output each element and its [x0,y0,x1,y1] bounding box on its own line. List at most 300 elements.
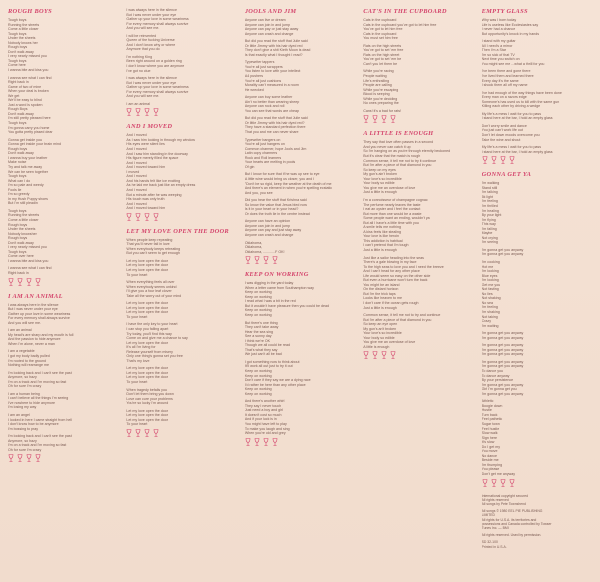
lyric-line: Let my love open the door [126,310,168,315]
lyric-line: I read what I was a bit in the red [244,299,296,304]
lyric-line: Try today, you'll find this way [126,331,172,336]
lyric-line: I don't care if the ocean gets rough [363,300,419,305]
lyric-line: I'm gonna get you anyway [481,247,524,252]
lyric-line: I'm on a track and I'm moving so fast [8,443,67,448]
lyric-line: This addiction is habitual [363,238,403,243]
lyric-line: Why was I born today [481,18,517,22]
lyric-line: I'm looking back and I can't see the past [8,434,72,439]
lyric-line: Nothing will rearrange me [8,363,49,368]
lyric-line: I've had enough of the way things have been done [481,90,562,95]
lyric-line: I'm talking [481,190,498,195]
lyric-line: You might be an island [363,282,400,287]
credit-line: Tunes Inc. — BMI [481,526,509,530]
wine-glass-icon [245,438,251,446]
lyric-line: I've been there and gone there [481,69,531,74]
lyric-line: I'm so greedy [8,192,30,197]
lyric-line: Anyone can crash and change [244,31,294,36]
song-title: AND I MOVED [126,123,173,131]
lyric-line: My life's a mess I wait for you to pass [481,111,542,116]
lyric-line: I'm looking [481,269,499,274]
lyric-line: I'm thrilled [481,203,498,208]
song-title: EMPTY GLASS [481,8,528,15]
lyric-line: I'm flying [481,217,496,222]
lyric-line: My gun's ain't broken [363,172,397,177]
lyric-line: I'm gonna get you anyway [481,252,524,257]
lyric-line: Only one thing's gonna set you free [126,354,183,359]
lyric-line: Rough boys [8,222,28,227]
lyric-line: I'm a connoisseur of champagne cognac [363,197,428,202]
credit-line: International copyright secured [481,493,528,498]
lyric-line: I'd rather be here than any other place [244,382,306,387]
lyric-line: I wanna bite and kiss you [8,258,49,263]
lyric-line: You might see me ...what a thrill for you [481,61,545,66]
lyric-line: To the high seas to love you and I need the breeze [363,264,444,269]
lyric-line: What can I do [8,178,31,183]
song-block [8,8,120,287]
lyric-line: He wrecked [244,87,264,92]
wine-glass-icon [26,454,32,462]
lyric-line: Let my love open the door [126,301,168,306]
wine-glass-ornament-row [482,479,594,488]
lyric-line: Anymore that you do [126,47,160,52]
lyric-column-1 [8,8,120,576]
lyric-line: I'm gonna get you anyway [481,364,524,369]
lyric-line: Typewriter bangers on [244,137,281,142]
lyric-line: Rats on the high streets [363,43,402,48]
lyric-line: But I'm still pleadin [8,201,38,206]
song-title: JOOLS AND JIM [244,8,297,15]
lyric-line: His eyes were silent lies [126,142,165,147]
lyric-line: Or does the truth lie in the centre instead [244,211,310,216]
lyric-line: But I was never under your eye [126,80,177,85]
lyric-line: I'm feeling [481,199,498,204]
credit-line: SD 32-100 [481,540,498,545]
lyric-line: But there's one thing [244,320,278,325]
lyric-line: I wanna see what I can find [8,75,52,80]
lyric-line: Your love's so incredible [363,176,402,181]
lyric-line: When I'm alone, never a man [8,341,55,346]
lyric-line: And I moved [126,187,147,192]
lyric-line: Anyone can join in and jump [244,22,290,27]
lyric-line: "Don't be so rigid, keep the weather at the death of me [244,181,332,186]
credit-line: All songs © 1980 EEL PIE PUBLISHING [481,509,543,514]
wine-glass-icon [144,108,150,116]
wine-glass-icon [390,351,396,359]
lyric-line: Not fasting [481,287,499,292]
lyric-line: Keep on working [244,294,272,299]
lyric-line: I'm rooted to the ground [8,358,47,363]
lyric-line: A4 pushers [244,74,263,79]
lyric-line: Looks like heaven to me [363,296,402,301]
lyric-line: We get [8,93,20,98]
lyric-line: Come here [8,63,26,68]
lyric-line: Queen of the fucking Universe [126,38,175,43]
lyric-line: I got my body badly pulled [8,354,50,358]
lyric-line: Do I get my [481,444,500,449]
lyric-line: Anyone can buy some leather [244,95,293,100]
lyric-line: Though we all could be read [244,343,290,348]
lyric-line: And if your luck is in [244,417,277,422]
lyric-line: Gather up your love in some weariness [126,17,189,22]
wine-glass-ornament-row [363,115,475,124]
lyric-line: You please [481,467,500,472]
lyric-line: I can't believe all the things I'm seeing [8,396,69,401]
lyric-line: I'm feeling [481,305,498,310]
lyric-line: Come a little closer [8,217,39,222]
lyric-line: To your heart [126,380,148,384]
lyric-line: A little is enough [363,344,390,349]
wine-glass-icon [372,351,378,359]
lyric-line: Gather up your love in some weariness [8,311,71,316]
lyric-line: You can see that words are cheap [244,108,300,113]
lyric-line: I stand here at the bar, I hold an empty glass [481,116,553,121]
lyric-line: I am a vegetable [8,349,35,354]
lyric-line: Let my love open the door [126,375,168,380]
lyric-line: Crazy [481,319,492,324]
lyric-line: You listen to love with your intellect [244,69,301,74]
lyric-line: So keep on my eyes [363,167,396,172]
lyric-line: In my Hush Puppy shoes [8,196,48,201]
lyric-line: 5k light [481,194,494,199]
lyric-line: Latin copy charmers [244,151,278,156]
lyric-line: Blue eyes [481,273,498,278]
lyric-line: They say that love often passes in a second [363,140,434,145]
lyric-line: I wanna buy your leather [8,155,48,160]
wine-glass-icon [254,256,260,264]
wine-glass-icon [272,256,278,264]
lyric-line: Gonna get inside you [8,137,42,142]
lyric-line: And I saw him standing in the doorway [126,151,188,156]
lyric-line: A smile tells me nothing [363,225,401,230]
lyric-line: When everybody seems unkind [126,284,177,289]
credit-line: possessions and Canada controlled by Towser [481,521,552,526]
lyric-line: Keep on working [244,308,272,313]
lyric-line: It's slow [481,440,495,445]
wine-glass-icon [491,479,497,487]
lyric-line: I'm seeing [481,240,498,245]
lyric-line: While you're racing [363,69,394,74]
lyric-line: Oklahoma, [244,240,263,245]
lyric-line: Let my love open the door [126,408,168,413]
lyric-line: You gotta pretty pissed dear [8,130,53,135]
wine-glass-icon [509,156,515,164]
lyric-line: Then I'm a Star [481,48,507,53]
lyric-line: Gonna get inside your brain mind [8,142,61,147]
lyric-line: Life would seem so easy on the other side [363,273,431,278]
lyric-line: For every memory shall always survive [126,21,189,26]
lyric-line: I very nearly missed you [8,245,47,250]
lyric-line: And I moved [126,201,147,206]
wine-glass-ornament-row [126,213,238,222]
wine-glass-icon [135,429,141,437]
wine-glass-icon [381,351,387,359]
wine-glass-ornament-row [245,438,357,447]
lyric-line: Of gin [244,164,255,169]
lyric-line: I'm gonna get you anyway [481,391,524,396]
lyric-line: You're all just scrappers [244,64,283,69]
lyric-line: Or little Jimmy with his hair dyed red [244,43,303,48]
lyric-line: I'm looking back and I can't see the past [8,370,72,375]
lyric-line: I'm on a track and I'm moving so fast [8,379,67,384]
lyric-line: Anyone can pay and just stay away [244,228,302,233]
lyric-line: I don't know how to be anymore [8,422,59,427]
song-title: CAT'S IN THE CUPBOARD [363,8,447,15]
wine-glass-icon [509,479,515,487]
lyric-line: To dance anyway [481,373,510,378]
lyric-line: Don't walk away [8,111,34,116]
lyric-line: Life is useless like Ecclesiastes say [481,22,539,27]
wine-glass-icon [144,429,150,437]
lyric-line: Hear the sea sing [244,329,273,334]
lyric-line: I never had a chance [481,27,516,32]
lyric-line: And there's another whirl [244,399,285,404]
lyric-line: Rough boys [8,146,28,151]
lyric-line: Don't get me anyway [481,472,516,477]
lyric-line: Rough boys [8,236,28,241]
lyric-line: It'll work all out just to try it out [244,364,293,369]
lyric-line: Just a little is enough [363,247,397,252]
lyric-line: I'm losing my way [8,405,37,410]
lyric-line: Just need a boy and girl [244,408,283,413]
lyric-line: I'm gonna get you anyway [481,335,524,340]
lyric-line: And you never can catch it up [363,144,411,149]
wine-glass-icon [491,156,497,164]
wine-glass-icon [126,429,132,437]
lyric-line: Don't walk away [8,49,34,54]
lyric-line: Let my love open the door [126,263,168,268]
lyric-line: I'm falling [481,226,497,231]
lyric-line: It doesn't cost so much [244,412,282,417]
lyric-line: Just a little is enough [363,305,397,310]
lyric-line: I was always here in the silence [8,302,59,307]
lyric-line: Let my love open the door [126,258,168,263]
lyric-line: I don't know where you are anymore [126,64,185,69]
lyric-line: But I was never under your eye [126,12,177,17]
wine-glass-icon [144,213,150,221]
wine-glass-icon [363,351,369,359]
lyric-line: There's a gale blowing in my face [363,260,417,265]
wine-glass-icon [500,479,506,487]
lyric-line: I'm gonna get you anyway [481,331,524,336]
lyric-line: Keep on working [244,373,272,378]
lyric-line: Feel pathetic [481,417,503,422]
wine-glass-ornament-row [126,429,238,438]
wine-glass-icon [17,278,23,286]
lyric-line: Cats in the cupboard [363,31,397,36]
lyric-line: When everything feels all over [126,280,175,285]
lyric-line: Boogie down [481,403,503,408]
lyric-line: Sugar town [481,422,500,427]
lyric-line: But I'm the trick taps [363,291,396,296]
credit-line: All rights reserved. Used by permission. [481,533,542,538]
lyric-line: Sign here [481,435,498,440]
wine-glass-icon [500,156,506,164]
lyric-line: And you will see me. [126,26,160,31]
song-block [245,8,357,265]
lyric-line: Running the streets [8,213,40,218]
song-block [8,293,120,464]
wine-glass-icon [263,256,269,264]
lyric-line: Anymore, so hazy [8,375,37,380]
lyric-line: So know the value that Jesus bled now [244,202,307,207]
wine-glass-icon [8,278,14,286]
lyric-line: Let my love open the door [126,417,168,422]
lyric-line: You move [481,449,498,454]
lyric-line: And you, you see [244,190,273,195]
lyric-line: But I'm after a piece of that diamond in you [363,317,432,322]
lyric-line: No dance [481,453,498,458]
copyright-credits [482,494,594,549]
song-title: I AM AN ANIMAL [8,292,63,300]
lyric-line: For every memory shall always survive [8,316,70,321]
song-block [126,228,238,438]
lyric-line: I've lived them and learned there [481,74,534,79]
lyric-line: You're all just hangers on [244,142,285,147]
lyric-line: Take the wine and shout [481,137,521,142]
lyric-line: Anyone can join in and jump [244,223,290,228]
lyric-line: Rough Boys [8,107,28,112]
lyric-line: Common charmer, hope Jools and Jim [244,146,307,151]
lyric-line: Your love is like heroin [363,234,400,239]
lyric-line: When everybody keeps retreating [126,246,181,251]
lyric-line: We'll be easy to blind [8,98,42,103]
song-block [363,8,475,124]
lyric-line: Don't walk away [8,151,34,156]
lyric-line: Keep on working [244,387,272,392]
lyric-line: I'm healing [481,208,499,213]
lyric-line: We can be seen together [8,169,49,174]
lyric-line: Maybe [481,231,493,236]
lyric-line: By your persistence [481,378,514,383]
lyric-line: Don't walk away [8,240,34,245]
lyric-line: Oh for sure I'm crazy [8,447,42,452]
wine-glass-icon [263,438,269,446]
lyric-line: Tough boys [8,18,27,22]
lyric-line: To your heart [126,272,148,277]
wine-glass-icon [245,256,251,264]
lyric-line: Or little Jimmy with his hair dyed red? [244,120,305,125]
lyric-line: And I moved toward him [126,165,166,170]
lyric-line: Let my love open the door [126,413,168,418]
wine-glass-icon [135,213,141,221]
lyric-line: When your deal is broken [8,89,49,94]
lyric-line: Fools lie [8,187,22,192]
lyric-line: I'm cooking [481,259,500,264]
lyric-line: And I don't know why or where [126,42,176,47]
lyric-line: They have a standard perfection there [244,125,306,130]
lyric-line: Just like a sailor heading into the seas [363,255,424,260]
lyric-line: My gun's an't broken [363,326,397,331]
lyric-line: I'm so sick of that TV [481,52,515,57]
lyric-line: Let my love open the door [126,267,168,272]
lyric-line: This way [481,222,496,227]
lyric-line: Tough boys [8,249,27,254]
wine-glass-ornament-row [363,351,475,360]
wine-glass-icon [482,479,488,487]
lyric-line: You must set him free [363,36,398,41]
lyric-line: His figure merely filled the space [126,156,179,161]
lyric-line: Life's enthralling [363,78,390,83]
lyric-line: And his hands felt like ice exciting [126,178,181,183]
lyric-line: Keep on working [244,312,272,317]
lyric-line: I'm walking [481,181,500,186]
lyric-line: Game of two of mine [8,84,42,89]
lyric-line: Just a little is enough [363,190,397,195]
lyric-line: I can stop you falling apart [126,326,169,331]
lyric-line: Is it in your heart or in your head? [244,207,299,212]
lyric-line: To make you laugh and sing [244,426,290,431]
lyric-line: Rough boys [8,45,28,50]
lyric-column-5 [482,8,594,576]
wine-glass-icon [372,115,378,123]
lyric-line: I'm thumping [481,462,503,467]
lyric-line: No ones preparing the [363,101,399,106]
lyric-line: I'm gonna get you anyway [481,347,524,352]
lyric-line: I will be reinvented [126,33,157,38]
lyric-line: Anyone can crash and change [244,232,294,237]
song-block [245,271,357,447]
lyric-line: And you will see me. [8,320,41,325]
lyric-line: Rock and Roll learners [244,155,282,160]
song-block [363,130,475,360]
lyric-line: Some people want an ending, wouldn't ya [363,216,430,221]
lyric-line: Blood is seeping [363,92,390,97]
lyric-line: While you're deciding [363,96,398,101]
lyric-line: But I know for sure that if he was up see to eye [244,172,320,177]
lyric-line: So I'm hanging on as you're through eternity beckoned [363,149,451,154]
lyric-line: Make noise [8,160,27,165]
wine-glass-icon [153,429,159,437]
lyric-line: Athletic [481,399,494,404]
lyric-line: I very nearly missed you [8,54,47,59]
lyric-line: To dance you [481,369,504,373]
lyric-line: I got something now to think about [244,359,300,364]
lyric-line: To your heart [126,314,148,319]
lyric-line: Just a word is spoken [8,102,43,107]
lyric-line: Not crying [481,235,498,240]
lyric-line: Oklahoma, ............F OK! [244,249,285,254]
song-title: A LITTLE IS ENOUGH [363,130,434,138]
lyric-line: When tragedy befalls you [126,387,167,392]
lyric-line: I'll give you a four leaf clover [126,289,172,294]
lyric-line: I shook them all off my name [481,83,528,88]
lyric-line: Right back in [8,80,29,85]
lyric-line: It's all I'm living for [126,345,156,350]
lyric-line: I've nowhere to hide anymore [8,400,56,405]
lyric-line: I wanna bite and kiss you [8,68,49,73]
credit-line: LIMITED [481,513,496,518]
lyric-column-4 [363,8,475,576]
lyric-line: Your hearts are melting in pools [244,160,296,165]
song-block [482,171,594,487]
lyric-line: I have the only key to your heart [126,322,178,327]
lyric-line: Nobody knows her [8,40,38,45]
lyric-line: But more than one would be a waste [363,211,422,216]
lyric-line: Not taking [481,314,498,319]
lyric-line: Your love's so incredible [363,331,402,336]
lyric-line: You've got to let him free [363,27,403,32]
lyric-line: That's my love [126,358,150,363]
lyric-line: Let my love open the door [126,305,168,310]
credit-line: Printed in U.S.A. [481,544,507,549]
lyric-line: I'm gonna carry you home [8,125,50,130]
lyric-line: Anyone can have an opinion [244,219,291,224]
lyric-line: I'm waiting [481,323,499,328]
lyric-line: I'm gonna get you anyway [481,359,524,364]
lyric-line: Tough boys [8,31,27,36]
lyric-line: Rats on the high street [363,52,400,57]
lyric-line: Anyone can pay or just stay away [244,27,299,32]
